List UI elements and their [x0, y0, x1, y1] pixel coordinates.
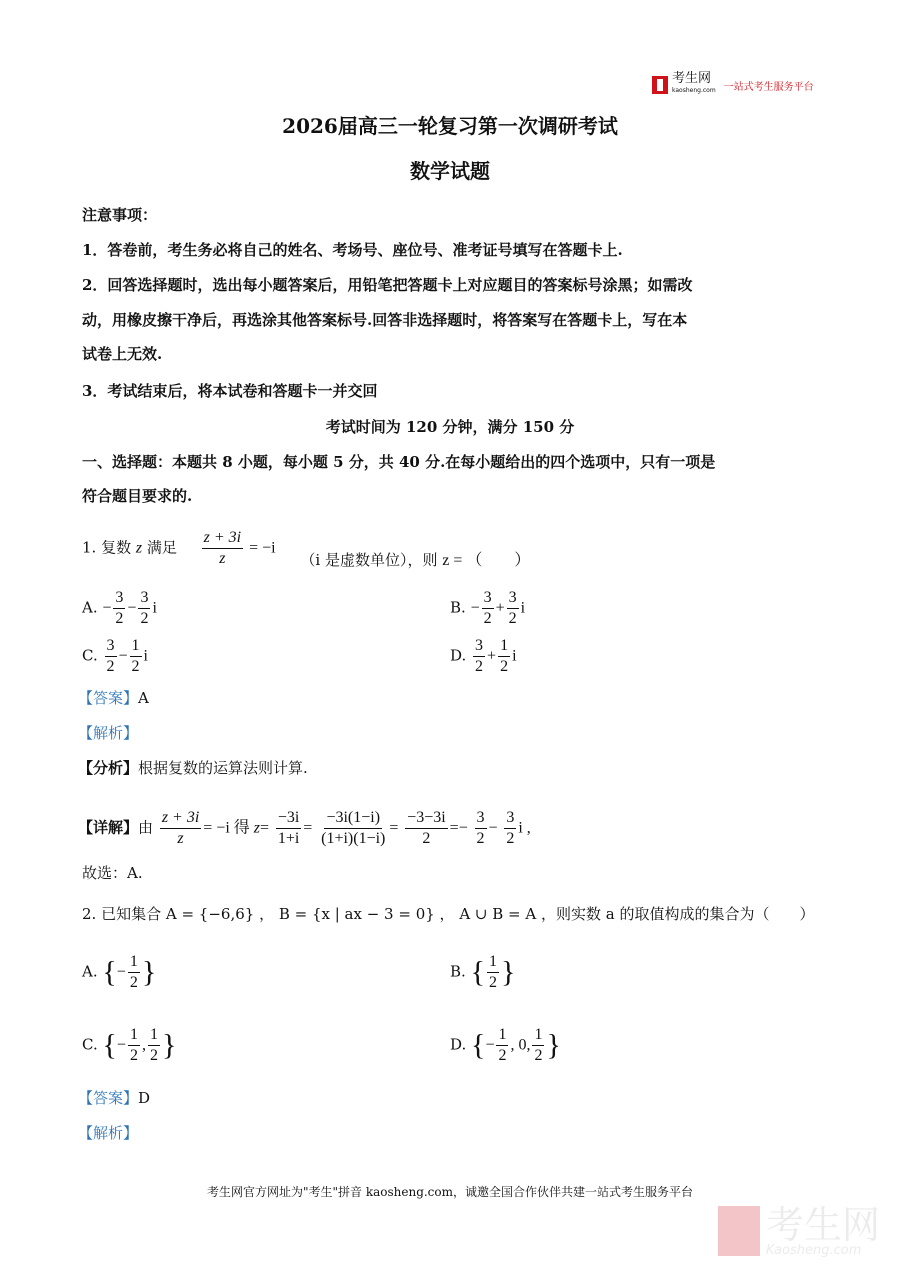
exam-title: 2026届高三一轮复习第一次调研考试 [282, 114, 618, 138]
notice-heading: 注意事项： [82, 206, 158, 224]
answer: 【答案】D [78, 1089, 151, 1107]
option-d[interactable]: D. $\frac{3}{2}$ + $\frac{1}{2}$ i [450, 637, 517, 675]
option-c[interactable]: C. {− $\frac{1}{2}$ , $\frac{1}{2}$ } [82, 1026, 177, 1064]
detail: 【详解】由 $\frac{z + 3i}{z}$ = −i 得 z= $\frac{-3i}{1+i}$ = $\frac{-3i(1-i)}{(1+i)(1-i)}$ = $\frac{-3-3i}{2}$ =− $\frac{3}{2}$ − $\frac{3}{2}$ i , [78, 809, 531, 847]
option-b[interactable]: B. { $\frac{1}{2}$ } [450, 953, 516, 991]
exam-subtitle: 数学试题 [410, 159, 490, 183]
logo-brand: 考生网 [672, 71, 712, 86]
choose: 故选：A. [82, 864, 143, 882]
option-b[interactable]: B. − $\frac{3}{2}$ + $\frac{3}{2}$ i [450, 589, 526, 627]
notice-item: 1．答卷前，考生务必将自己的姓名、考场号、座位号、准考证号填写在答题卡上. [82, 241, 623, 259]
footer-text: 考生网官方网址为"考生"拼音 kaosheng.com，诚邀全国合作伙伴共建一站式考生服务平台 [206, 1185, 694, 1199]
section-heading-cont: 符合题目要求的. [82, 487, 193, 505]
notice-item: 3．考试结束后，将本试卷和答题卡一并交回 [82, 382, 378, 400]
analysis-tag: 【解析】 [78, 1124, 139, 1142]
logo-domain: kaosheng.com [672, 87, 716, 94]
logo-slogan: 一站式考生服务平台 [723, 81, 814, 93]
exam-time: 考试时间为 120 分钟，满分 150 分 [325, 418, 575, 436]
question-2-stem: 2. 已知集合 A = {−6,6} ， B = {x | ax − 3 = 0} ， A ∪ B = A ，则实数 a 的取值构成的集合为（ ） [82, 905, 815, 923]
notice-item: 试卷上无效. [82, 345, 163, 363]
option-d[interactable]: D. {− $\frac{1}{2}$ , 0, $\frac{1}{2}$ } [450, 1026, 561, 1064]
notice-item: 2．回答选择题时，选出每小题答案后，用铅笔把答题卡上对应题目的答案标号涂黑；如需改 [82, 276, 693, 294]
question-1-stem: 1. 复数 z 满足 $\frac{z + 3i}{z}$ = −i （i 是虚数单位），则 z = （ ） [82, 529, 531, 569]
watermark-logo-icon [718, 1206, 760, 1256]
watermark: 考生网 Kaosheng.com [718, 1205, 880, 1257]
option-a[interactable]: A. − $\frac{3}{2}$ − $\frac{3}{2}$ i [82, 589, 157, 627]
kaosheng-logo [652, 73, 814, 97]
analysis-tag: 【解析】 [78, 724, 139, 742]
fraction: $\frac{z + 3i}{z}$ [203, 529, 242, 567]
option-c[interactable]: C. $\frac{3}{2}$ − $\frac{1}{2}$ i [82, 637, 148, 675]
notice-item: 动，用橡皮擦干净后，再选涂其他答案标号.回答非选择题时，将答案写在答题卡上，写在本 [82, 311, 688, 329]
answer: 【答案】A [78, 689, 149, 707]
option-a[interactable]: A. {− $\frac{1}{2}$ } [82, 953, 157, 991]
fenxi: 【分析】根据复数的运算法则计算. [78, 759, 308, 777]
logo-mark-icon [652, 76, 668, 94]
section-heading: 一、选择题：本题共 8 小题，每小题 5 分，共 40 分.在每小题给出的四个选项中，只有一项是 [82, 453, 716, 471]
